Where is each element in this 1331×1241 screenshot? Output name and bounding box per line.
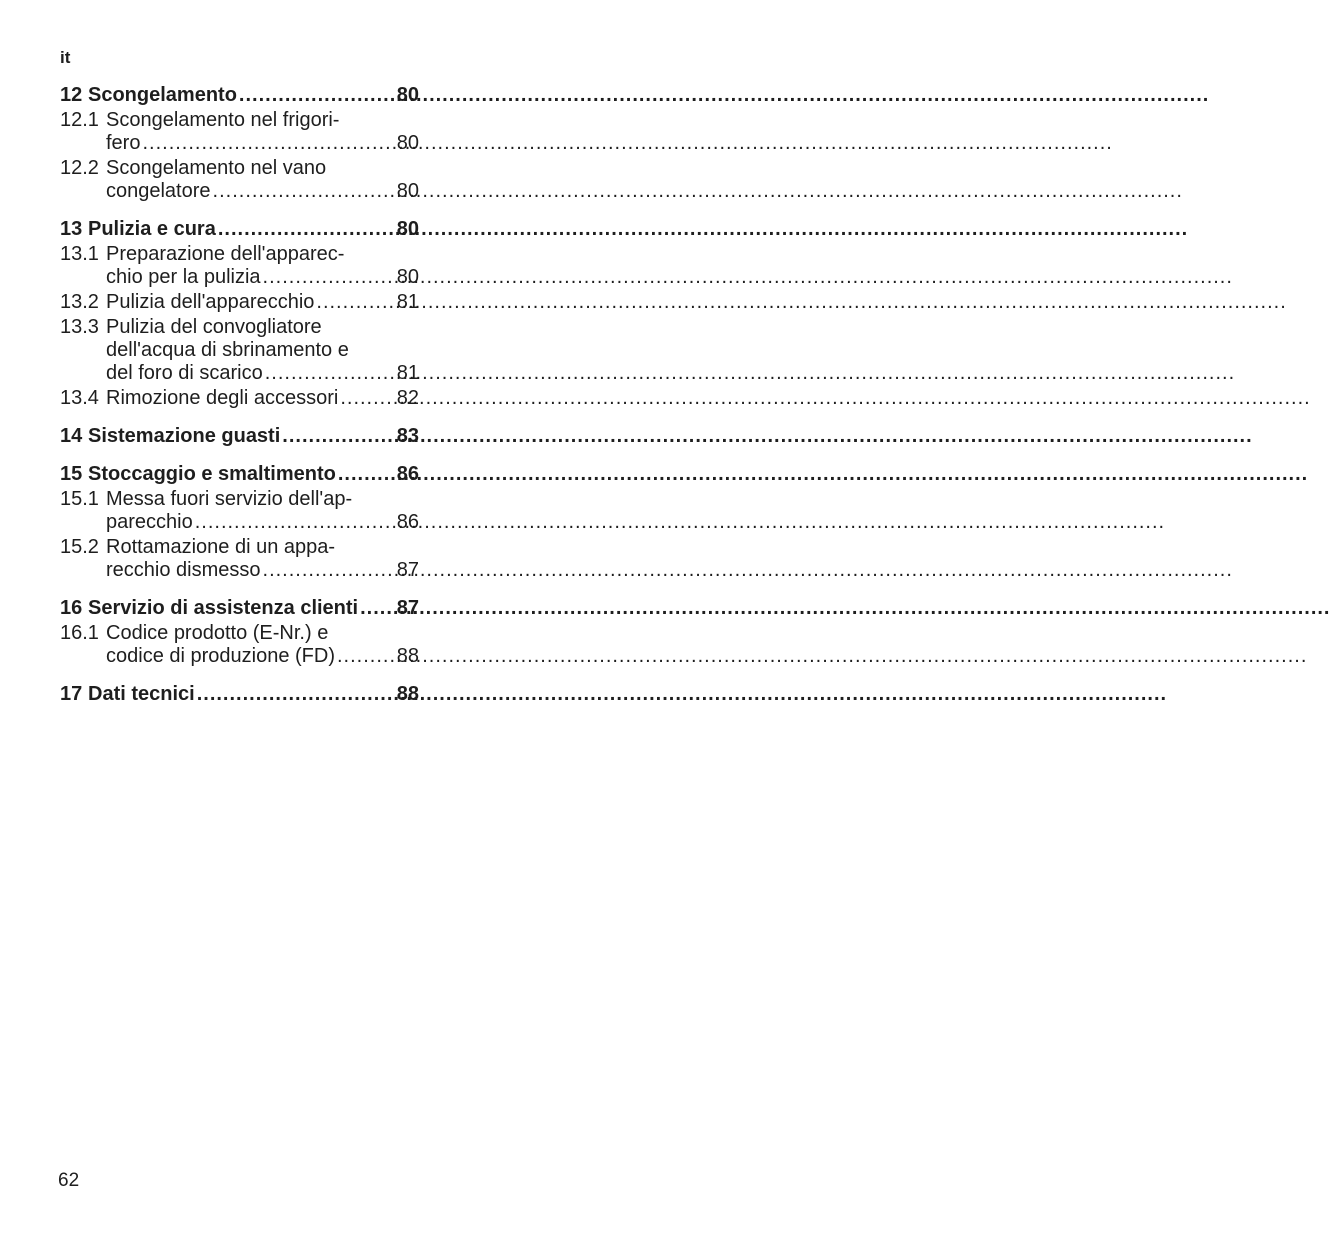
leader-dots [195,511,394,534]
page-ref: 80 [396,132,419,154]
chapter-title: Sistemazione guasti [88,425,281,447]
toc-chapter-16 [60,597,419,668]
toc-heading[interactable] [60,683,419,706]
section-title-line: Scongelamento nel vano [106,157,327,179]
chapter-number: 16 [60,597,83,619]
toc-heading[interactable] [60,425,419,448]
toc-entry-13-3[interactable] [60,316,419,385]
toc-heading[interactable] [60,597,419,620]
leader-dots [265,362,394,385]
page-ref: 80 [396,218,419,240]
page-ref: 83 [396,425,419,447]
section-number: 13.3 [60,316,99,338]
toc-heading[interactable] [60,218,419,241]
toc-entry-12-2[interactable] [60,157,419,203]
leader-dots [340,387,393,410]
section-title-line: dell'acqua di sbrinamento e [106,339,349,361]
section-number: 13.4 [60,387,99,409]
toc-chapter-17 [60,683,419,706]
leader-dots [263,266,394,289]
section-title-line: Codice prodotto (E-Nr.) e [106,622,329,644]
page-ref: 80 [396,180,419,202]
toc-entry-15-2[interactable] [60,536,419,582]
page-ref: 81 [396,291,419,313]
toc-chapter-14 [60,425,419,448]
leader-dots [338,463,394,486]
leader-dots [197,683,394,706]
section-title-line: Pulizia dell'apparecchio [106,291,315,313]
leader-dots [360,597,394,620]
section-title-line: del foro di scarico [106,362,263,384]
toc-chapter-15 [60,463,419,582]
toc-heading[interactable] [60,84,419,107]
leader-dots [316,291,393,314]
language-code: it [60,48,71,67]
toc-chapter-13 [60,218,419,410]
section-title-line: Pulizia del convogliatore [106,316,322,338]
page-number: 62 [58,1170,80,1191]
section-title-line: congelatore [106,180,211,202]
toc-entry-13-4[interactable] [60,387,419,410]
chapter-number: 13 [60,218,83,240]
page-ref: 80 [396,266,419,288]
page-ref: 82 [396,387,419,409]
section-number: 15.2 [60,536,99,558]
table-of-contents [60,84,419,721]
chapter-title: Servizio di assistenza clienti [88,597,359,619]
section-number: 13.2 [60,291,99,313]
toc-entry-15-1[interactable] [60,488,419,534]
page-ref: 87 [396,559,419,581]
toc-entry-13-2[interactable] [60,291,419,314]
leader-dots [218,218,394,241]
page-ref: 88 [396,645,419,667]
section-title-line: Preparazione dell'apparec- [106,243,345,265]
chapter-title: Scongelamento [88,84,237,106]
section-title-line: Rottamazione di un appa- [106,536,336,558]
leader-dots [213,180,394,203]
page-ref: 81 [396,362,419,384]
chapter-number: 14 [60,425,83,447]
toc-entry-16-1[interactable] [60,622,419,668]
chapter-title: Pulizia e cura [88,218,216,240]
section-number: 13.1 [60,243,99,265]
chapter-number: 12 [60,84,83,106]
section-number: 16.1 [60,622,99,644]
toc-heading[interactable] [60,463,419,486]
section-title-line: codice di produzione (FD) [106,645,335,667]
section-title-line: parecchio [106,511,193,533]
section-number: 12.2 [60,157,99,179]
leader-dots [239,84,394,107]
section-title-line: fero [106,132,141,154]
toc-entry-12-1[interactable] [60,109,419,155]
chapter-title: Stoccaggio e smaltimento [88,463,336,485]
page-ref: 87 [396,597,419,619]
page-ref: 80 [396,84,419,106]
leader-dots [282,425,393,448]
leader-dots [263,559,394,582]
page-ref: 88 [396,683,419,705]
page-ref: 86 [396,511,419,533]
section-title-line: Rimozione degli accessori [106,387,339,409]
section-title-line: chio per la pulizia [106,266,261,288]
section-title-line: Scongelamento nel frigori- [106,109,340,131]
section-number: 12.1 [60,109,99,131]
leader-dots [142,132,393,155]
leader-dots [337,645,394,668]
chapter-title: Dati tecnici [88,683,195,705]
section-title-line: recchio dismesso [106,559,261,581]
section-number: 15.1 [60,488,99,510]
chapter-number: 17 [60,683,83,705]
page-ref: 86 [396,463,419,485]
chapter-number: 15 [60,463,83,485]
toc-chapter-12 [60,84,419,203]
toc-entry-13-1[interactable] [60,243,419,289]
section-title-line: Messa fuori servizio dell'ap- [106,488,353,510]
